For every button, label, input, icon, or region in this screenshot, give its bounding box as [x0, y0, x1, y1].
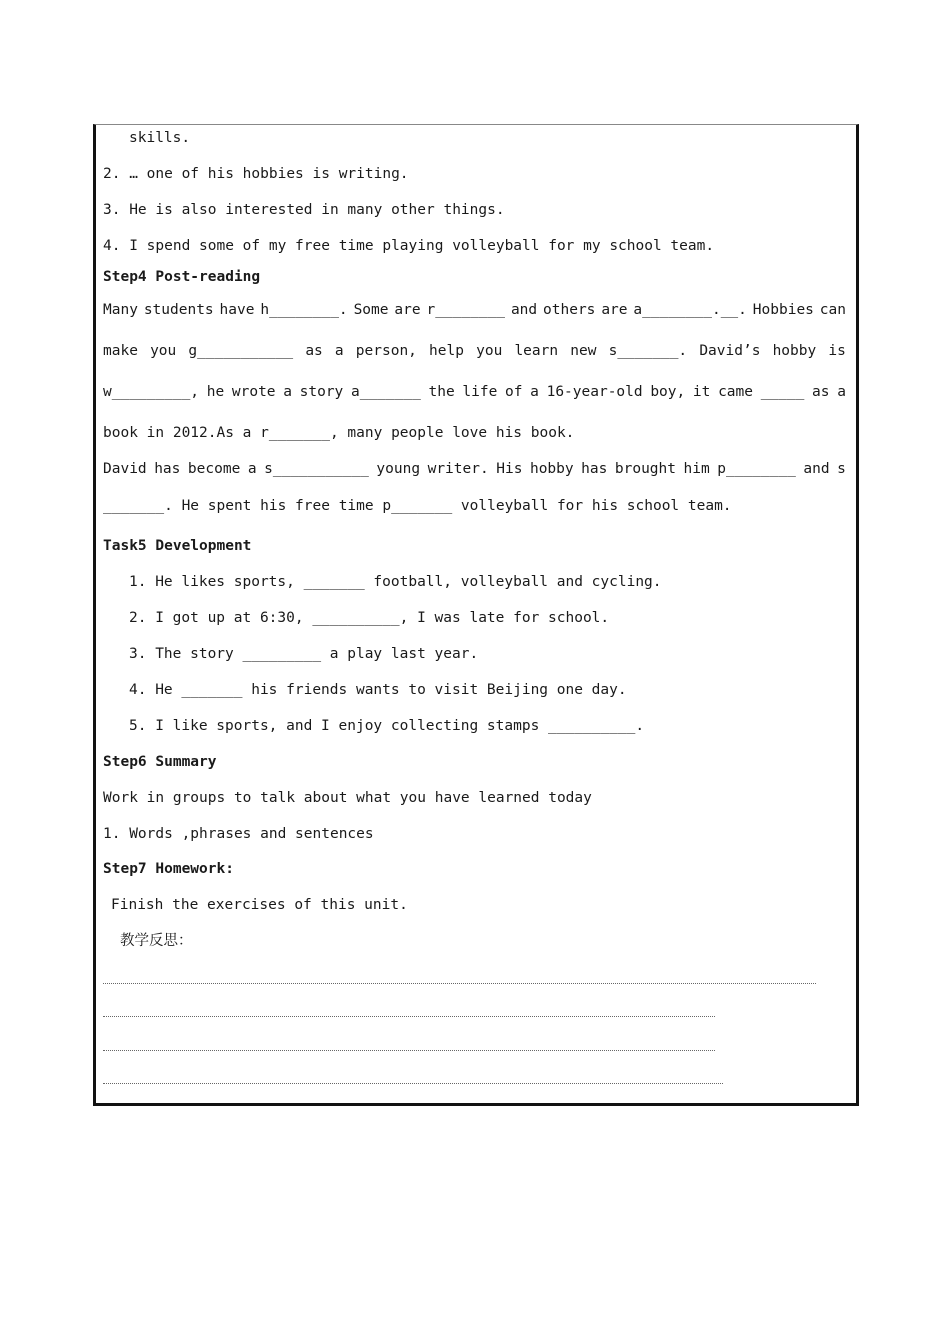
step7-line: Finish the exercises of this unit.: [111, 897, 408, 913]
task5-item-2: 2. I got up at 6:30, __________, I was late for school.: [129, 610, 610, 626]
intro-line-2: 2. … one of his hobbies is writing.: [103, 166, 409, 182]
step4-line-1: [103, 301, 846, 319]
word: students: [143, 302, 214, 318]
word: a: [837, 384, 846, 400]
word: a________.__.: [633, 302, 747, 318]
step6-heading: Step6 Summary: [103, 754, 217, 770]
word: s_______.: [608, 343, 688, 359]
word: you: [150, 343, 177, 359]
word: learn: [514, 343, 559, 359]
word: Many: [103, 302, 138, 318]
step4-line-2: [103, 342, 846, 360]
word: h________.: [260, 302, 348, 318]
word: become: [187, 461, 241, 477]
step4-line-6: _______. He spent his free time p_______ volleyball for his school team.: [103, 498, 732, 514]
word: came: [718, 384, 753, 400]
word: wrote: [231, 384, 276, 400]
intro-line-4: 4. I spend some of my free time playing volleyball for my school team.: [103, 238, 715, 254]
word: 16-year-old: [546, 384, 643, 400]
word: you: [476, 343, 503, 359]
word: Some: [353, 302, 389, 318]
word: p________: [717, 461, 796, 477]
word: person,: [355, 343, 417, 359]
word: Hobbies: [752, 302, 814, 318]
word: he: [206, 384, 225, 400]
reflection-label: 教学反思：: [120, 933, 193, 949]
word: David’s: [699, 343, 761, 359]
word: and: [803, 461, 830, 477]
word: a: [334, 343, 344, 359]
word: s: [837, 461, 846, 477]
step4-line-4: book in 2012.As a r_______, many people love his book.: [103, 425, 575, 441]
word: g___________: [188, 343, 294, 359]
word: David: [103, 461, 147, 477]
word: has: [154, 461, 181, 477]
reflection-line-1: [103, 983, 816, 984]
word: hobby: [772, 343, 817, 359]
word: a: [530, 384, 539, 400]
word: are: [601, 302, 628, 318]
intro-line-3: 3. He is also interested in many other things.: [103, 202, 505, 218]
intro-line-skills: skills.: [129, 130, 191, 146]
word: boy,: [650, 384, 686, 400]
word: it: [692, 384, 711, 400]
word: as: [305, 343, 323, 359]
word: are: [394, 302, 421, 318]
word: w_________,: [103, 384, 200, 400]
word: brought: [614, 461, 676, 477]
step6-line-1: Work in groups to talk about what you have learned today: [103, 790, 592, 806]
word: new: [570, 343, 597, 359]
word: writer.: [427, 461, 489, 477]
word: hobby: [529, 461, 574, 477]
task5-item-3: 3. The story _________ a play last year.: [129, 646, 479, 662]
task5-heading: Task5 Development: [103, 538, 252, 554]
word: has: [581, 461, 608, 477]
reflection-line-3: [103, 1050, 715, 1051]
word: life: [462, 384, 498, 400]
word: a_______: [350, 384, 421, 400]
word: the: [428, 384, 455, 400]
word: _____: [760, 384, 805, 400]
word: a: [283, 384, 292, 400]
word: r________: [426, 302, 506, 318]
word: him: [683, 461, 710, 477]
word: as: [812, 384, 830, 400]
word: a: [247, 461, 257, 477]
task5-item-4: 4. He _______ his friends wants to visit Beijing one day.: [129, 682, 627, 698]
word: and: [510, 302, 538, 318]
step6-line-2: 1. Words ,phrases and sentences: [103, 826, 374, 842]
step4-line-3: [103, 383, 846, 401]
reflection-line-4: [103, 1083, 723, 1084]
word: s___________: [264, 461, 369, 477]
step4-line-5: [103, 460, 846, 478]
reflection-line-2: [103, 1016, 715, 1017]
word: help: [429, 343, 464, 359]
step7-heading: Step7 Homework:: [103, 861, 234, 877]
word: make: [103, 343, 138, 359]
word: young: [376, 461, 421, 477]
word: of: [505, 384, 523, 400]
word: story: [299, 384, 344, 400]
word: His: [496, 461, 523, 477]
word: have: [219, 302, 255, 318]
step4-heading: Step4 Post-reading: [103, 269, 261, 285]
word: others: [543, 302, 596, 318]
task5-item-5: 5. I like sports, and I enjoy collecting stamps __________.: [129, 718, 645, 734]
word: is: [828, 343, 846, 359]
task5-item-1: 1. He likes sports, _______ football, volleyball and cycling.: [129, 574, 662, 590]
word: can: [819, 302, 846, 318]
